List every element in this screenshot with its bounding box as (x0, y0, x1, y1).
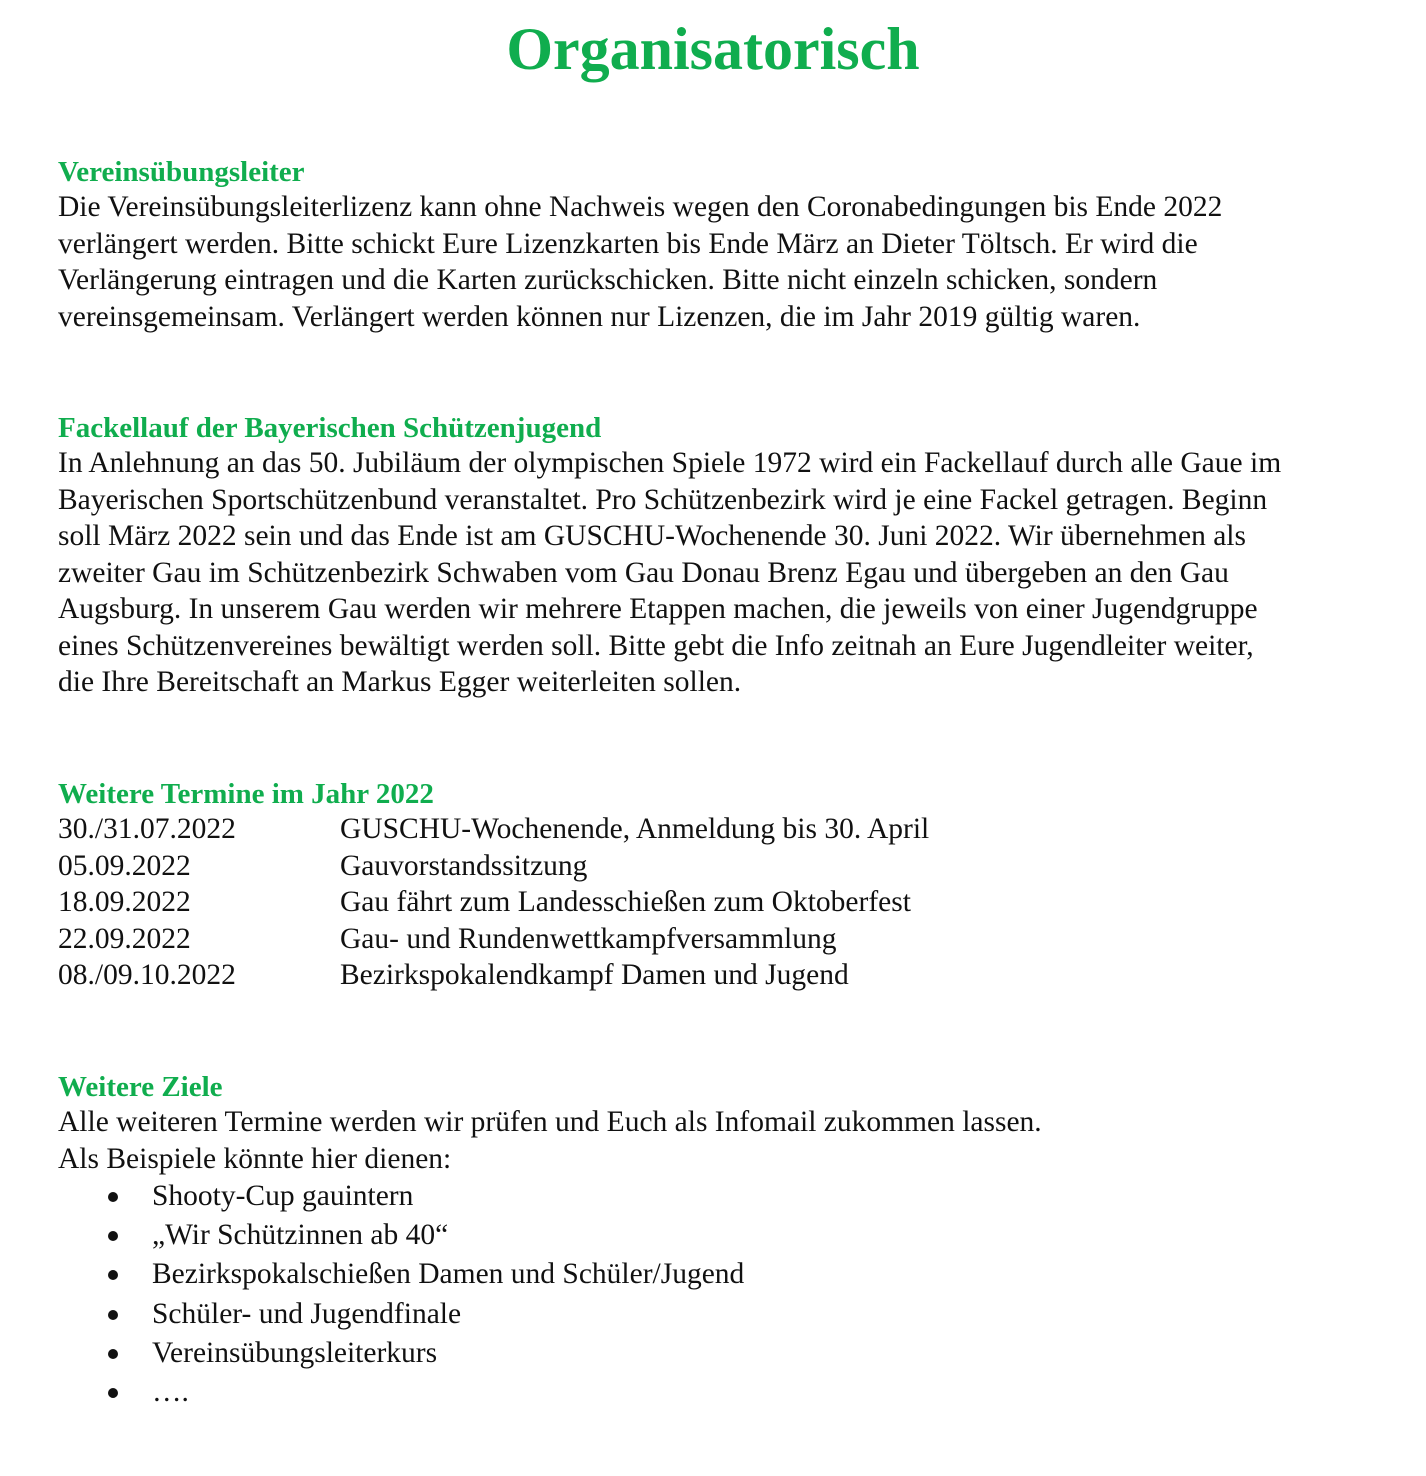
paragraph-line: Bayerischen Sportschützenbund veranstaltet. Pro Schützenbezirk wird je eine Fackel getragen. Beginn (58, 483, 1268, 516)
section-fackellauf (58, 411, 1398, 701)
termin-date: 30./31.07.2022 (58, 813, 236, 845)
paragraph-line: die Ihre Bereitschaft an Markus Egger weiterleiten sollen. (58, 666, 742, 698)
termin-date: 05.09.2022 (58, 849, 191, 882)
paragraph-line: Die Vereinsübungsleiterlizenz kann ohne Nachweis wegen den Coronabedingungen bis Ende 2022 (58, 191, 1223, 223)
bullet-icon (108, 1349, 118, 1359)
termine-row (58, 848, 1398, 885)
section-paragraph (58, 445, 1398, 701)
section-heading: Vereinsübungsleiter (58, 156, 305, 188)
list-item (58, 1373, 1398, 1412)
section-vereinsuebungsleiter (58, 155, 1398, 335)
termine-row (58, 957, 1398, 994)
paragraph-line: verlängert werden. Bitte schickt Eure Lizenzkarten bis Ende März an Dieter Töltsch. Er wird die (58, 227, 1198, 260)
termin-event: GUSCHU-Wochenende, Anmeldung bis 30. April (340, 813, 930, 845)
list-item (58, 1177, 1398, 1216)
bullet-icon (108, 1310, 118, 1320)
list-item-text: Bezirkspokalschießen Damen und Schüler/Jugend (152, 1258, 745, 1291)
list-item-text: Shooty-Cup gauintern (152, 1180, 414, 1212)
list-item (58, 1255, 1398, 1294)
termine-row (58, 884, 1398, 921)
paragraph-line: Verlängerung eintragen und die Karten zurückschicken. Bitte nicht einzeln schicken, sondern (58, 264, 1158, 296)
paragraph-line: In Anlehnung an das 50. Jubiläum der olympischen Spiele 1972 wird ein Fackellauf durch alle Gaue im (58, 447, 1282, 479)
section-paragraph (58, 189, 1398, 335)
termine-row (58, 921, 1398, 958)
bullet-icon (108, 1192, 118, 1202)
list-item-text: Schüler- und Jugendfinale (152, 1297, 462, 1330)
page-title: Organisatorisch (506, 16, 920, 82)
list-item (58, 1334, 1398, 1373)
termin-event: Gauvorstandssitzung (340, 849, 588, 882)
section-heading: Weitere Termine im Jahr 2022 (58, 778, 434, 810)
paragraph-line: zweiter Gau im Schützenbezirk Schwaben vom Gau Donau Brenz Egau und übergeben an den Gau (58, 556, 1229, 589)
termine-row (58, 811, 1398, 848)
section-paragraph (58, 1104, 1398, 1177)
section-heading: Fackellauf der Bayerischen Schützenjugend (58, 412, 602, 444)
list-item (58, 1295, 1398, 1334)
list-item-text: „Wir Schützinnen ab 40“ (152, 1219, 449, 1252)
termin-event: Bezirkspokalendkampf Damen und Jugend (340, 959, 849, 992)
list-item-text: Vereinsübungsleiterkurs (152, 1336, 438, 1369)
termin-date: 08./09.10.2022 (58, 959, 236, 992)
termine-list (58, 811, 1398, 994)
paragraph-line: Alle weiteren Termine werden wir prüfen und Euch als Infomail zukommen lassen. (58, 1106, 1042, 1138)
list-item (58, 1216, 1398, 1255)
termin-event: Gau- und Rundenwettkampfversammlung (340, 922, 837, 955)
section-termine (58, 777, 1398, 994)
paragraph-line: Als Beispiele könnte hier dienen: (58, 1142, 452, 1175)
termin-event: Gau fährt zum Landesschießen zum Oktoberfest (340, 886, 911, 919)
paragraph-line: soll März 2022 sein und das Ende ist am GUSCHU-Wochenende 30. Juni 2022. Wir übernehmen als (58, 520, 1246, 552)
paragraph-line: eines Schützenvereines bewältigt werden soll. Bitte gebt die Info zeitnah an Eure Jugendleiter weiter, (58, 629, 1254, 662)
termin-date: 18.09.2022 (58, 886, 191, 919)
ziele-bullet-list (58, 1177, 1398, 1412)
bullet-icon (108, 1270, 118, 1280)
bullet-icon (108, 1231, 118, 1241)
bullet-icon (108, 1388, 118, 1398)
termin-date: 22.09.2022 (58, 922, 191, 955)
paragraph-line: vereinsgemeinsam. Verlängert werden können nur Lizenzen, die im Jahr 2019 gültig waren. (58, 300, 1141, 333)
section-ziele (58, 1070, 1398, 1412)
paragraph-line: Augsburg. In unserem Gau werden wir mehrere Etappen machen, die jeweils von einer Jugendgruppe (58, 593, 1258, 625)
list-item-text: …. (152, 1376, 189, 1409)
section-heading: Weitere Ziele (58, 1071, 223, 1103)
